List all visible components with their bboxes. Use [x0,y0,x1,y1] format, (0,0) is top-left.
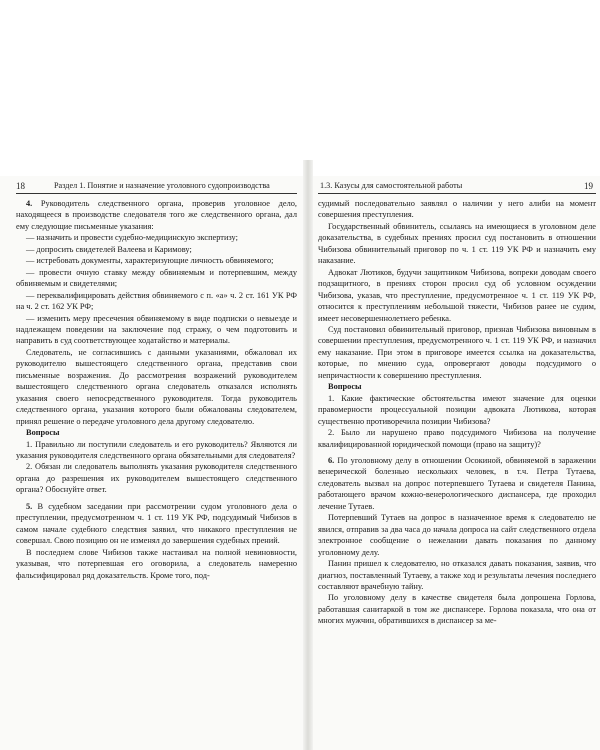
question: 2. Обязан ли следователь выполнять указания руководителя следственного органа до разрешения их руководителем вышестоящего следственного органа? Обоснуйте ответ. [16,462,297,495]
case-number: 6. [328,455,335,465]
left-header-rule [16,193,297,194]
case-number: 5. [26,501,33,511]
question: 1. Какие фактические обстоятельства имеют значение для оценки правомерности процессуальной позиции адвоката Лютикова, которая существенно противоречила позиции Чибизова? [318,393,596,426]
right-running-head: 1.3. Казусы для самостоятельной работы [320,181,463,190]
case-number: 4. [26,199,33,208]
instruction-item: — допросить свидетелей Валеева и Каримову; [26,244,192,254]
left-running-head: Раздел 1. Понятие и назначение уголовного судопроизводства [54,181,270,190]
instruction-item: — провести очную ставку между обвиняемым и потерпевшим, между обвиняемым и свидетелями; [16,267,297,289]
book-gutter [303,160,313,750]
case-5-paragraph: В последнем слове Чибизов также настаивал на полной невиновности, указывая, что потерпевшая его оговорила, а следователь намеренно фальсифицировал ряд доказательств. Кроме того, под- [16,547,297,580]
instruction-item: — назначить и провести судебно-медицинскую экспертизу; [26,233,238,243]
case-4-narrative: Следователь, не согласившись с данными указаниями, обжаловал их руководителю вышестоящего следственного органа, представив свои письменные возражения. До рассмотрения возражений руководителем вышестоящего следственного органа следователь отказался исполнять указания своего непосредственного руководителя. Тогда руководитель следственного органа, указания которого были обжалованы следователем, принял решение о передаче уголовного дела другому следователю. [16,347,297,426]
question: 1. Правильно ли поступили следователь и его руководитель? Являются ли указания руководителя следственного органа обязательными для следователя? [16,439,297,460]
right-page-body [318,198,596,627]
continued-paragraph: судимый последовательно заявлял о наличии у него алиби на момент совершения преступления. [318,199,596,220]
case-6-paragraph: Панин пришел к следователю, но отказался давать показания, заявив, что диагноз, поставленный Тутаеву, а также ход и результаты лечения последнего составляют врачебную тайну. [318,559,596,591]
case-5-paragraph: Государственный обвинитель, ссылаясь на имеющиеся в уголовном деле доказательства, в судебных прениях просил суд постановить в отношении Чибизова обвинительный приговор по ч. 1 ст. 119 УК РФ и назначить ему наказание. [318,221,596,266]
right-page-number: 19 [584,181,593,191]
left-page-body [16,198,297,581]
case-6-intro: 6. По уголовному делу в отношении Осокиной, обвиняемой в заражении венерической болезнью нескольких человек, в т.ч. Петра Тутаева, следователь вызвал на допрос потерпевшего Тутаева и свидетеля Панина, работающего врачом кожно-венерологического диспансера, где проходил лечение Тутаев. [318,455,596,511]
case-4-intro: 4. Руководитель следственного органа, проверив уголовное дело, находящееся в производстве следователя того же следственного органа, дал ему следующие письменные указания: [16,199,297,231]
instruction-item: — истребовать документы, характеризующие личность обвиняемого; [26,256,274,266]
right-header-rule [318,193,596,194]
instruction-item: — переквалифицировать действия обвиняемого с п. «а» ч. 2 ст. 161 УК РФ на ч. 2 ст. 162 УК РФ; [16,290,297,312]
case-6-paragraph: Потерпевший Тутаев на допрос в назначенное время к следователю не явился, отправив за два часа до начала допроса на сайт следственного отдела электронное сообщение о нежелании давать показания по данному уголовному делу. [318,513,596,557]
case-5-paragraph: Адвокат Лютиков, будучи защитником Чибизова, вопреки доводам своего подзащитного, в прениях сторон просил суд об условном осуждении Чибизова, указав, что преступление, предусмотренное ч. 1 ст. 119 УК РФ, относится к преступлениям небольшой тяжести, Чибизов ранее не судим, имеет несовершеннолетнего ребенка. [318,267,596,323]
questions-heading: Вопросы [328,382,362,392]
questions-heading: Вопросы [26,428,60,438]
question: 2. Было ли нарушено право подсудимого Чибизова на получение квалифицированной юридической помощи (право на защиту)? [318,428,596,449]
blank-margin [0,0,600,176]
instruction-item: — изменить меру пресечения обвиняемому в виде подписки о невыезде и надлежащем поведении на заключение под стражу, о чем подготовить и направить в суд соответствующее ходатайство и материалы. [16,313,297,346]
case-6-paragraph: По уголовному делу в качестве свидетеля была допрошена Горлова, работавшая санитаркой в том же диспансере. Горлова показала, что она от многих мужчин, обратившихся в диспансер за ме- [318,593,596,626]
left-page-number: 18 [16,181,25,191]
case-5-intro: 5. В судебном заседании при рассмотрении судом уголовного дела о преступлении, предусмотренном ч. 1 ст. 119 УК РФ, подсудимый Чибизов в самом начале судебного следствия заявил, что никакого преступления не совершал. Свою позицию он не изменял до завершения судебных прений. [16,501,297,546]
case-5-paragraph: Суд постановил обвинительный приговор, признав Чибизова виновным в совершении преступления, предусмотренного ч. 1 ст. 119 УК РФ, и назначил ему наказание. При этом в приговоре имеется ссылка на доказательства, которые, по мнению суда, опровергают доводы подсудимого о непричастности к совершению преступления. [318,324,596,380]
